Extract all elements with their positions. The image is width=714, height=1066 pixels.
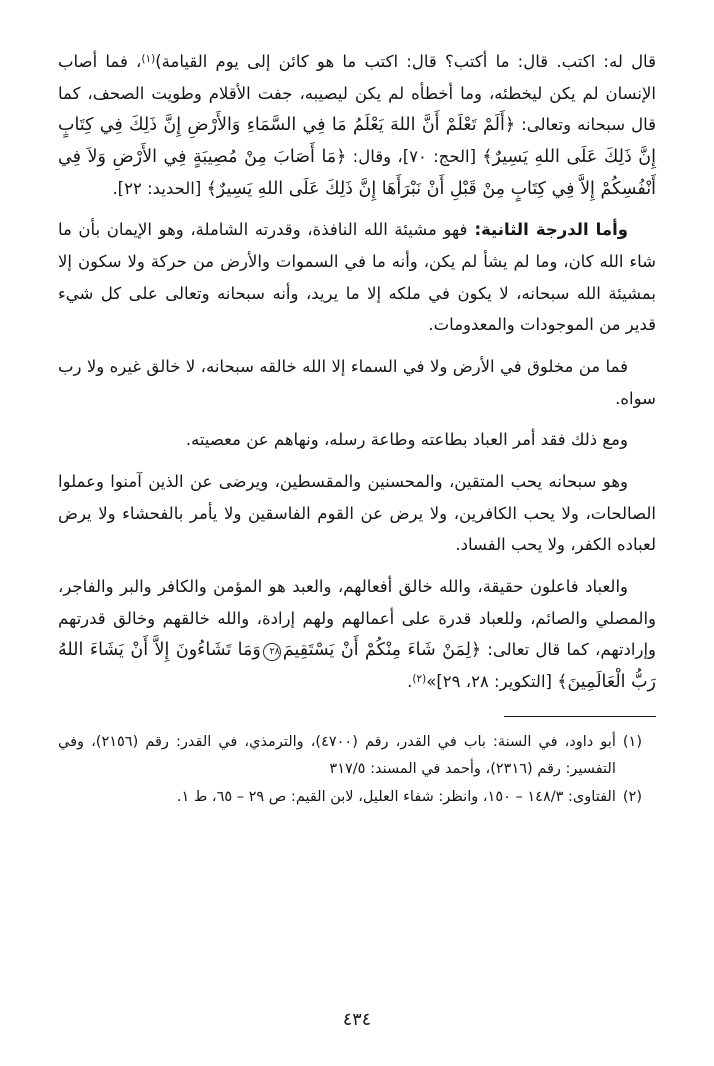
quran-verse: ﴿لِمَنْ شَاءَ مِنْكُمْ أَنْ يَسْتَقِيمَ xyxy=(282,640,482,661)
text-run: وهو سبحانه يحب المتقين، والمحسنين والمقسطين، ويرضى عن الذين آمنوا وعملوا الصالحات، ولا يحب الكافرين، ولا يرض عن القوم الفاسقين ولا يأمر بالفحشاء ولا يرض لعباده الكفر، ولا يحب الفساد. xyxy=(58,472,656,555)
paragraph xyxy=(58,571,656,698)
text-run: [الحديد: ٢٢]. xyxy=(112,178,207,198)
ayah-number-marker: ٢٨ xyxy=(263,643,281,661)
footnote-separator xyxy=(504,716,656,717)
footnotes xyxy=(58,729,656,811)
footnote-number: (١) xyxy=(622,733,642,750)
paragraph xyxy=(58,424,656,456)
footnote-ref: (٢) xyxy=(412,673,427,686)
quran-verse: ﴿أَلَمْ تَعْلَمْ أَنَّ اللهَ يَعْلَمُ مَا فِي السَّمَاءِ وَالأَرْضِ إِنَّ ذَلِكَ فِي كِتَابٍ إِنَّ ذَلِكَ عَلَى اللهِ يَسِيرٌ﴾ xyxy=(58,115,657,168)
quran-verse: وَمَا تَشَاءُونَ إِلاَّ أَنْ يَشَاءَ اللهُ رَبُّ الْعَالَمِينَ﴾ xyxy=(58,640,656,693)
paragraph xyxy=(58,46,656,204)
text-run: فما من مخلوق في الأرض ولا في السماء إلا الله خالقه سبحانه، لا خالق غيره ولا رب سواه. xyxy=(58,357,656,408)
page-number: ٤٣٤ xyxy=(342,1010,372,1030)
text-run: [الحج: ٧٠]، وقال: xyxy=(346,147,483,167)
footnote xyxy=(58,729,642,783)
footnote-text: الفتاوى: ١٤٨/٣ – ١٥٠، وانظر: شفاء العليل، لابن القيم: ص ٢٩ – ٦٥، ط ١. xyxy=(176,789,616,806)
quran-verse: ﴿مَا أَصَابَ مِنْ مُصِيبَةٍ فِي الأَرْضِ وَلاَ فِي أَنْفُسِكُمْ إِلاَّ فِي كِتَابٍ مِنْ قَبْلِ أَنْ نَبْرَأَهَا إِنَّ ذَلِكَ عَلَى اللهِ يَسِيرٌ﴾ xyxy=(58,147,656,199)
text-run: قال له: اكتب. قال: ما أكتب؟ قال: اكتب ما هو كائن إلى يوم القيامة) xyxy=(155,52,656,71)
text-run: . xyxy=(407,672,413,692)
text-run: ومع ذلك فقد أمر العباد بطاعته وطاعة رسله، ونهاهم عن معصيته. xyxy=(185,430,628,450)
text-run: فهو مشيئة الله النافذة، وقدرته الشاملة، وهو الإيمان بأن ما شاء الله كان، وما لم يشأ لم يكن، وأنه ما في السموات والأرض من حركة ولا سكون إلا بمشيئة الله سبحانه، لا يكون في ملكه إلا ما يريد، وأنه سبحانه وتعالى على كل شيء قدير من الموجودات والمعدومات. xyxy=(58,220,656,335)
footnote-ref: (١) xyxy=(141,53,156,65)
text-run: والعباد فاعلون حقيقة، والله خالق أفعالهم، والعبد هو المؤمن والكافر والبر والفاجر، والمصلي والصائم، وللعباد قدرة على أعمالهم ولهم إرادة، والله خالقهم وخالق قدرتهم وإرادتهم، كما قال تعالى: xyxy=(58,577,656,660)
footnote xyxy=(58,784,642,811)
paragraph xyxy=(58,214,656,341)
text-run: [التكوير: ٢٨، ٢٩]» xyxy=(426,672,558,692)
body-text xyxy=(58,46,656,698)
footnote-number: (٢) xyxy=(622,789,642,806)
text-run: ، فما أصاب الإنسان لم يكن ليخطئه، وما أخطأه لم يكن ليصيبه، جفت الأقلام وطويت الصحف، كما قال سبحانه وتعالى: xyxy=(58,52,656,135)
paragraph xyxy=(58,466,656,561)
section-heading: وأما الدرجة الثانية: xyxy=(467,220,628,240)
paragraph xyxy=(58,351,656,414)
footnote-text: أبو داود، في السنة: باب في القدر، رقم (٤٧٠٠)، والترمذي، في القدر: رقم (٢١٥٦)، وفي التفسير: رقم (٢٣١٦)، وأحمد في المسند: ٣١٧/٥ xyxy=(58,733,616,777)
